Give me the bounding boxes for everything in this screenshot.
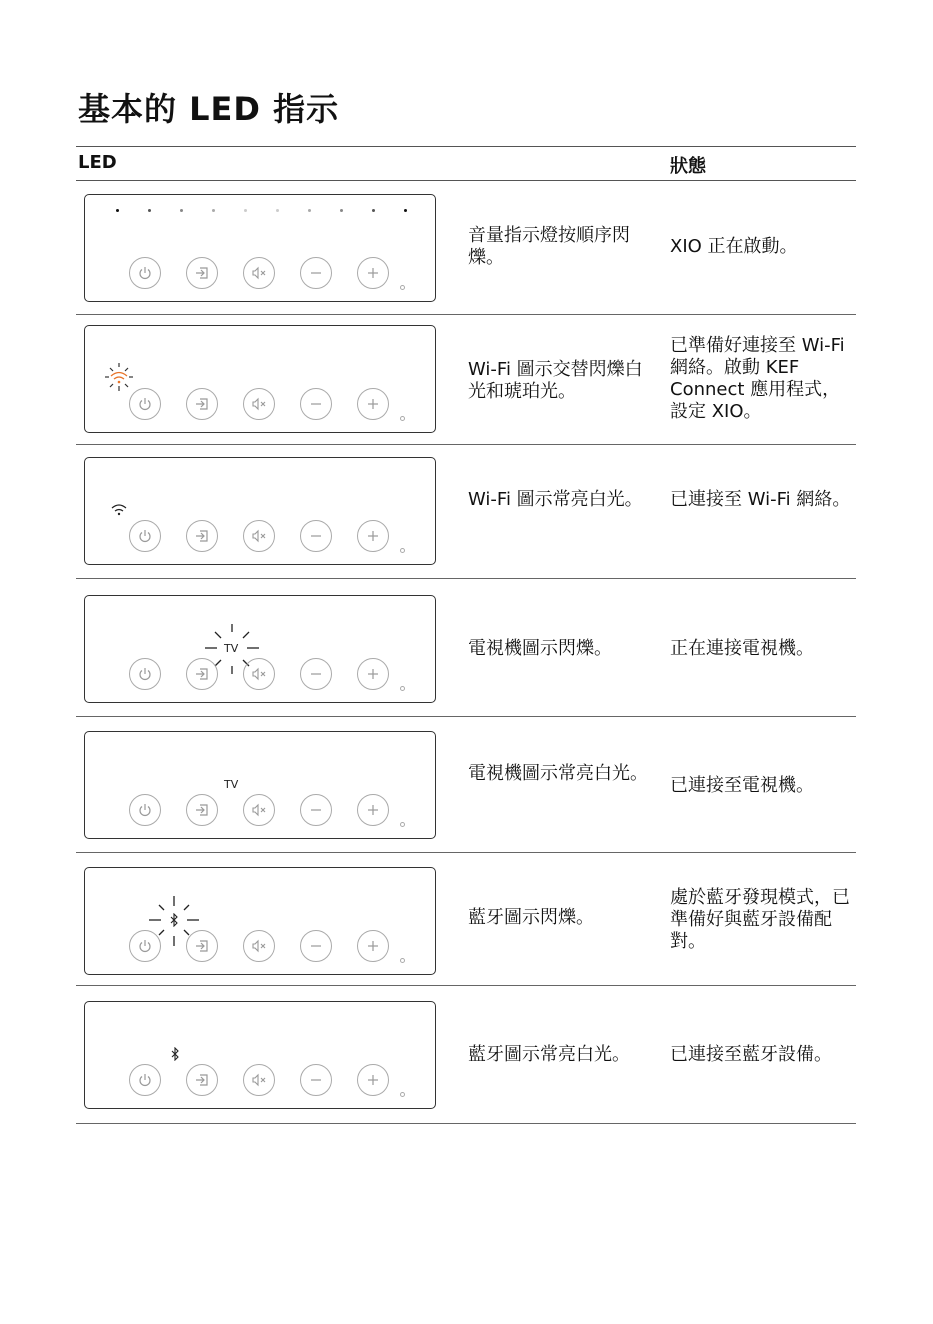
input-button <box>186 1064 218 1096</box>
volume-down-button <box>300 1064 332 1096</box>
power-button <box>129 257 161 289</box>
mute-icon <box>251 802 267 818</box>
plus-icon <box>365 396 381 412</box>
row-description: 電視機圖示閃爍。 <box>468 638 612 659</box>
volume-down-button <box>300 794 332 826</box>
speaker-panel <box>84 325 436 433</box>
row-description: Wi-Fi 圖示常亮白光。 <box>468 489 643 510</box>
row-status: 已連接至電視機。 <box>670 775 814 796</box>
plus-icon <box>365 528 381 544</box>
volume-up-button <box>357 388 389 420</box>
mute-icon <box>251 265 267 281</box>
minus-icon <box>308 265 324 281</box>
volume-down-button <box>300 388 332 420</box>
power-icon <box>137 528 153 544</box>
mute-button <box>243 388 275 420</box>
volume-up-button <box>357 658 389 690</box>
mute-icon <box>251 938 267 954</box>
minus-icon <box>308 802 324 818</box>
minus-icon <box>308 528 324 544</box>
row-description: 電視機圖示常亮白光。 <box>468 763 648 784</box>
plus-icon <box>365 938 381 954</box>
input-button <box>186 794 218 826</box>
power-icon <box>137 802 153 818</box>
power-button <box>129 930 161 962</box>
row-status: 已準備好連接至 Wi-Fi 網絡。啟動 KEF Connect 應用程式，設定 XIO。 <box>670 335 845 422</box>
power-icon <box>137 666 153 682</box>
power-button <box>129 658 161 690</box>
row-status: XIO 正在啟動。 <box>670 236 798 257</box>
bluetooth-icon <box>170 913 178 927</box>
plus-icon <box>365 666 381 682</box>
page-title: 基本的 LED 指示 <box>78 90 340 128</box>
led-column-header: LED <box>78 152 117 173</box>
speaker-panel <box>84 1001 436 1109</box>
row-description: 藍牙圖示常亮白光。 <box>468 1044 630 1065</box>
power-icon <box>137 1072 153 1088</box>
volume-up-button <box>357 930 389 962</box>
row-status: 處於藍牙發現模式，已準備好與藍牙設備配對。 <box>670 887 850 952</box>
power-button <box>129 388 161 420</box>
input-icon <box>194 1072 210 1088</box>
table-top-rule <box>76 146 856 147</box>
table-row <box>76 579 856 717</box>
speaker-panel <box>84 731 436 839</box>
input-button <box>186 520 218 552</box>
plus-icon <box>365 265 381 281</box>
speaker-panel <box>84 867 436 975</box>
speaker-panel <box>84 457 436 565</box>
volume-up-button <box>357 1064 389 1096</box>
power-icon <box>137 396 153 412</box>
mute-button <box>243 257 275 289</box>
mute-icon <box>251 1072 267 1088</box>
plus-icon <box>365 802 381 818</box>
row-description: 音量指示燈按順序閃爍。 <box>468 225 630 268</box>
input-button <box>186 658 218 690</box>
input-icon <box>194 938 210 954</box>
minus-icon <box>308 938 324 954</box>
power-icon <box>137 265 153 281</box>
power-icon <box>137 938 153 954</box>
volume-up-button <box>357 794 389 826</box>
table-row <box>76 445 856 579</box>
speaker-panel <box>84 194 436 302</box>
row-description: 藍牙圖示閃爍。 <box>468 907 594 928</box>
input-button <box>186 930 218 962</box>
wifi-icon <box>110 502 128 518</box>
mute-button <box>243 794 275 826</box>
volume-down-button <box>300 658 332 690</box>
table-row <box>76 315 856 445</box>
table-row <box>76 181 856 315</box>
table-row <box>76 853 856 986</box>
mute-icon <box>251 396 267 412</box>
minus-icon <box>308 666 324 682</box>
mute-button <box>243 930 275 962</box>
volume-down-button <box>300 930 332 962</box>
table-row <box>76 717 856 853</box>
row-status: 已連接至 Wi-Fi 網絡。 <box>670 489 851 510</box>
mute-button <box>243 1064 275 1096</box>
volume-down-button <box>300 520 332 552</box>
power-button <box>129 1064 161 1096</box>
bluetooth-icon <box>171 1047 179 1061</box>
input-icon <box>194 396 210 412</box>
mute-icon <box>251 666 267 682</box>
volume-up-button <box>357 257 389 289</box>
tv-icon: TV <box>224 642 239 655</box>
minus-icon <box>308 1072 324 1088</box>
minus-icon <box>308 396 324 412</box>
mute-button <box>243 658 275 690</box>
wifi-icon <box>105 362 133 392</box>
mute-icon <box>251 528 267 544</box>
row-description: Wi-Fi 圖示交替閃爍白光和琥珀光。 <box>468 359 643 402</box>
volume-up-button <box>357 520 389 552</box>
volume-down-button <box>300 257 332 289</box>
mute-button <box>243 520 275 552</box>
status-column-header: 狀態 <box>670 156 706 177</box>
input-button <box>186 257 218 289</box>
row-status: 正在連接電視機。 <box>670 638 814 659</box>
input-button <box>186 388 218 420</box>
row-status: 已連接至藍牙設備。 <box>670 1044 832 1065</box>
tv-icon: TV <box>224 778 239 791</box>
power-button <box>129 520 161 552</box>
speaker-panel <box>84 595 436 703</box>
power-button <box>129 794 161 826</box>
plus-icon <box>365 1072 381 1088</box>
input-icon <box>194 666 210 682</box>
input-icon <box>194 802 210 818</box>
table-row <box>76 986 856 1124</box>
input-icon <box>194 265 210 281</box>
input-icon <box>194 528 210 544</box>
